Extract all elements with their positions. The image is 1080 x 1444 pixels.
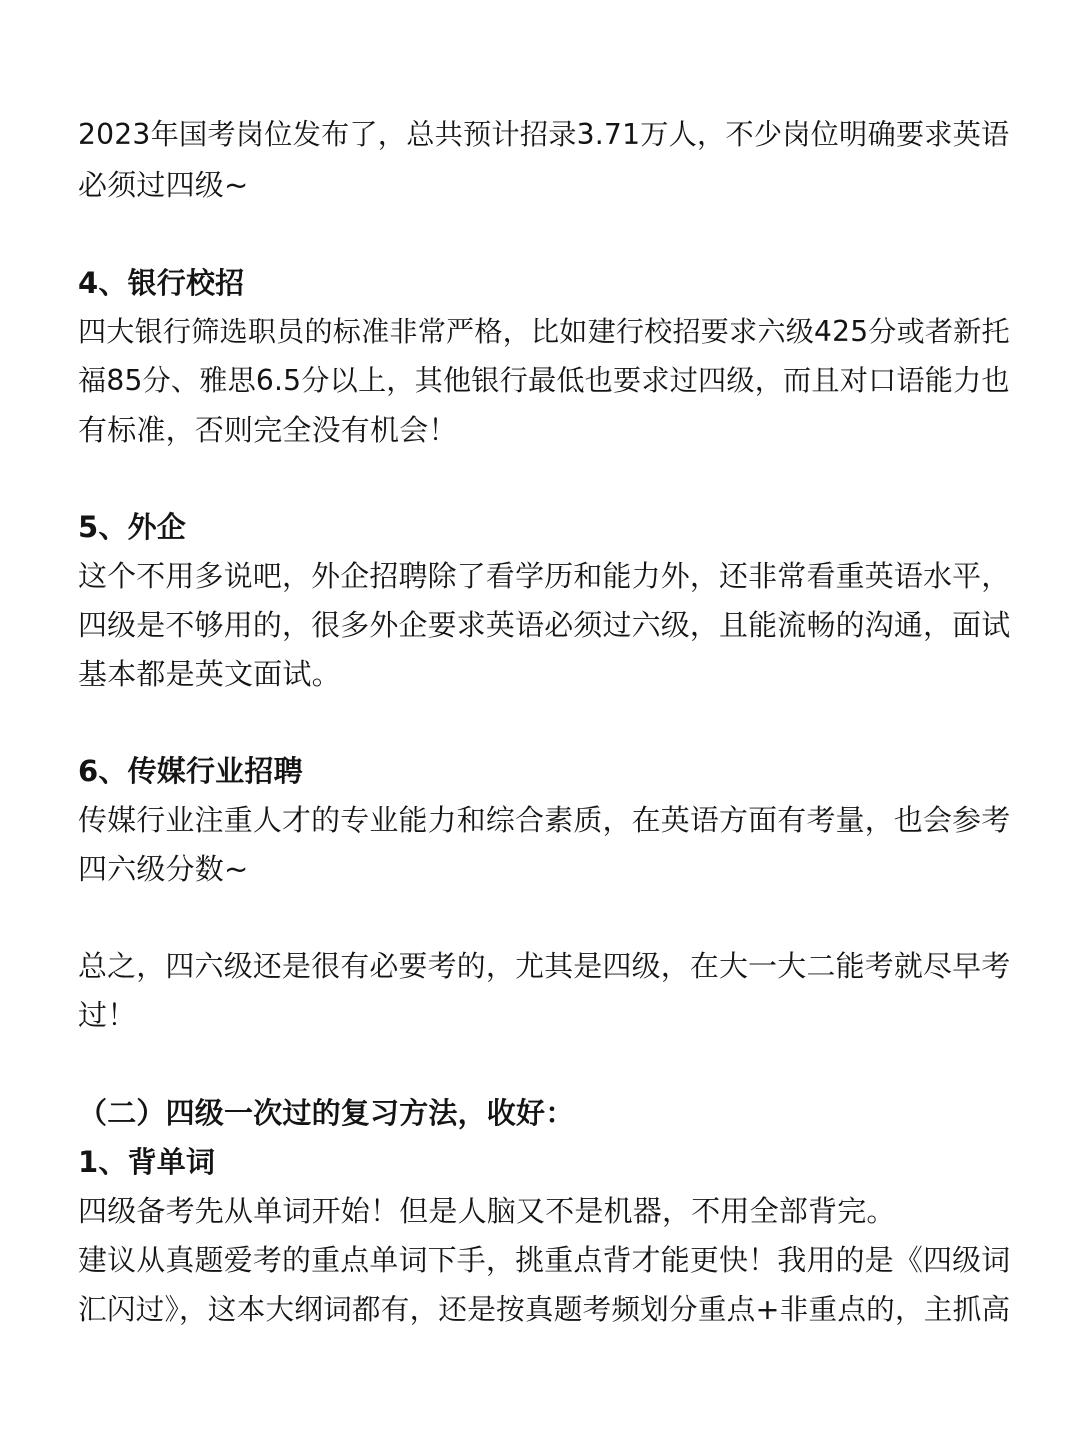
- foreign-company-line-3: 基本都是英文面试。: [78, 657, 341, 691]
- summary-line-2: 过！: [78, 998, 137, 1032]
- media-heading: 6、传媒行业招聘: [78, 754, 303, 788]
- foreign-company-heading: 5、外企: [78, 510, 186, 544]
- bank-line-1: 四大银行筛选职员的标准非常严格，比如建行校招要求六级425分或者新托: [78, 315, 1010, 348]
- intro-line-2: 必须过四级~: [78, 168, 249, 202]
- foreign-company-line-1: 这个不用多说吧，外企招聘除了看学历和能力外，还非常看重英语水平，: [78, 559, 1011, 593]
- bank-line-3: 有标准，否则完全没有机会！: [78, 413, 458, 447]
- vocab-sub-heading: 1、背单词: [78, 1145, 216, 1179]
- vocab-line-1: 四级备考先从单词开始！但是人脑又不是机器，不用全部背完。: [78, 1194, 896, 1228]
- intro-line-1: 2023年国考岗位发布了，总共预计招录3.71万人，不少岗位明确要求英语: [78, 118, 1010, 151]
- section2-heading: （二）四级一次过的复习方法，收好：: [78, 1096, 575, 1130]
- foreign-company-line-2: 四级是不够用的，很多外企要求英语必须过六级，且能流畅的沟通，面试: [78, 608, 1011, 642]
- vocab-line-2: 建议从真题爱考的重点单词下手，挑重点背才能更快！我用的是《四级词: [78, 1243, 1011, 1277]
- vocab-line-3: 汇闪过》，这本大纲词都有，还是按真题考频划分重点+非重点的，主抓高: [78, 1292, 1011, 1326]
- media-line-1: 传媒行业注重人才的专业能力和综合素质，在英语方面有考量，也会参考: [78, 803, 1011, 837]
- bank-heading: 4、银行校招: [78, 266, 245, 300]
- media-line-2: 四六级分数~: [78, 852, 249, 886]
- bank-line-2: 福85分、雅思6.5分以上，其他银行最低也要求过四级，而且对口语能力也: [78, 364, 1010, 397]
- summary-line-1: 总之，四六级还是很有必要考的，尤其是四级，在大一大二能考就尽早考: [78, 949, 1011, 983]
